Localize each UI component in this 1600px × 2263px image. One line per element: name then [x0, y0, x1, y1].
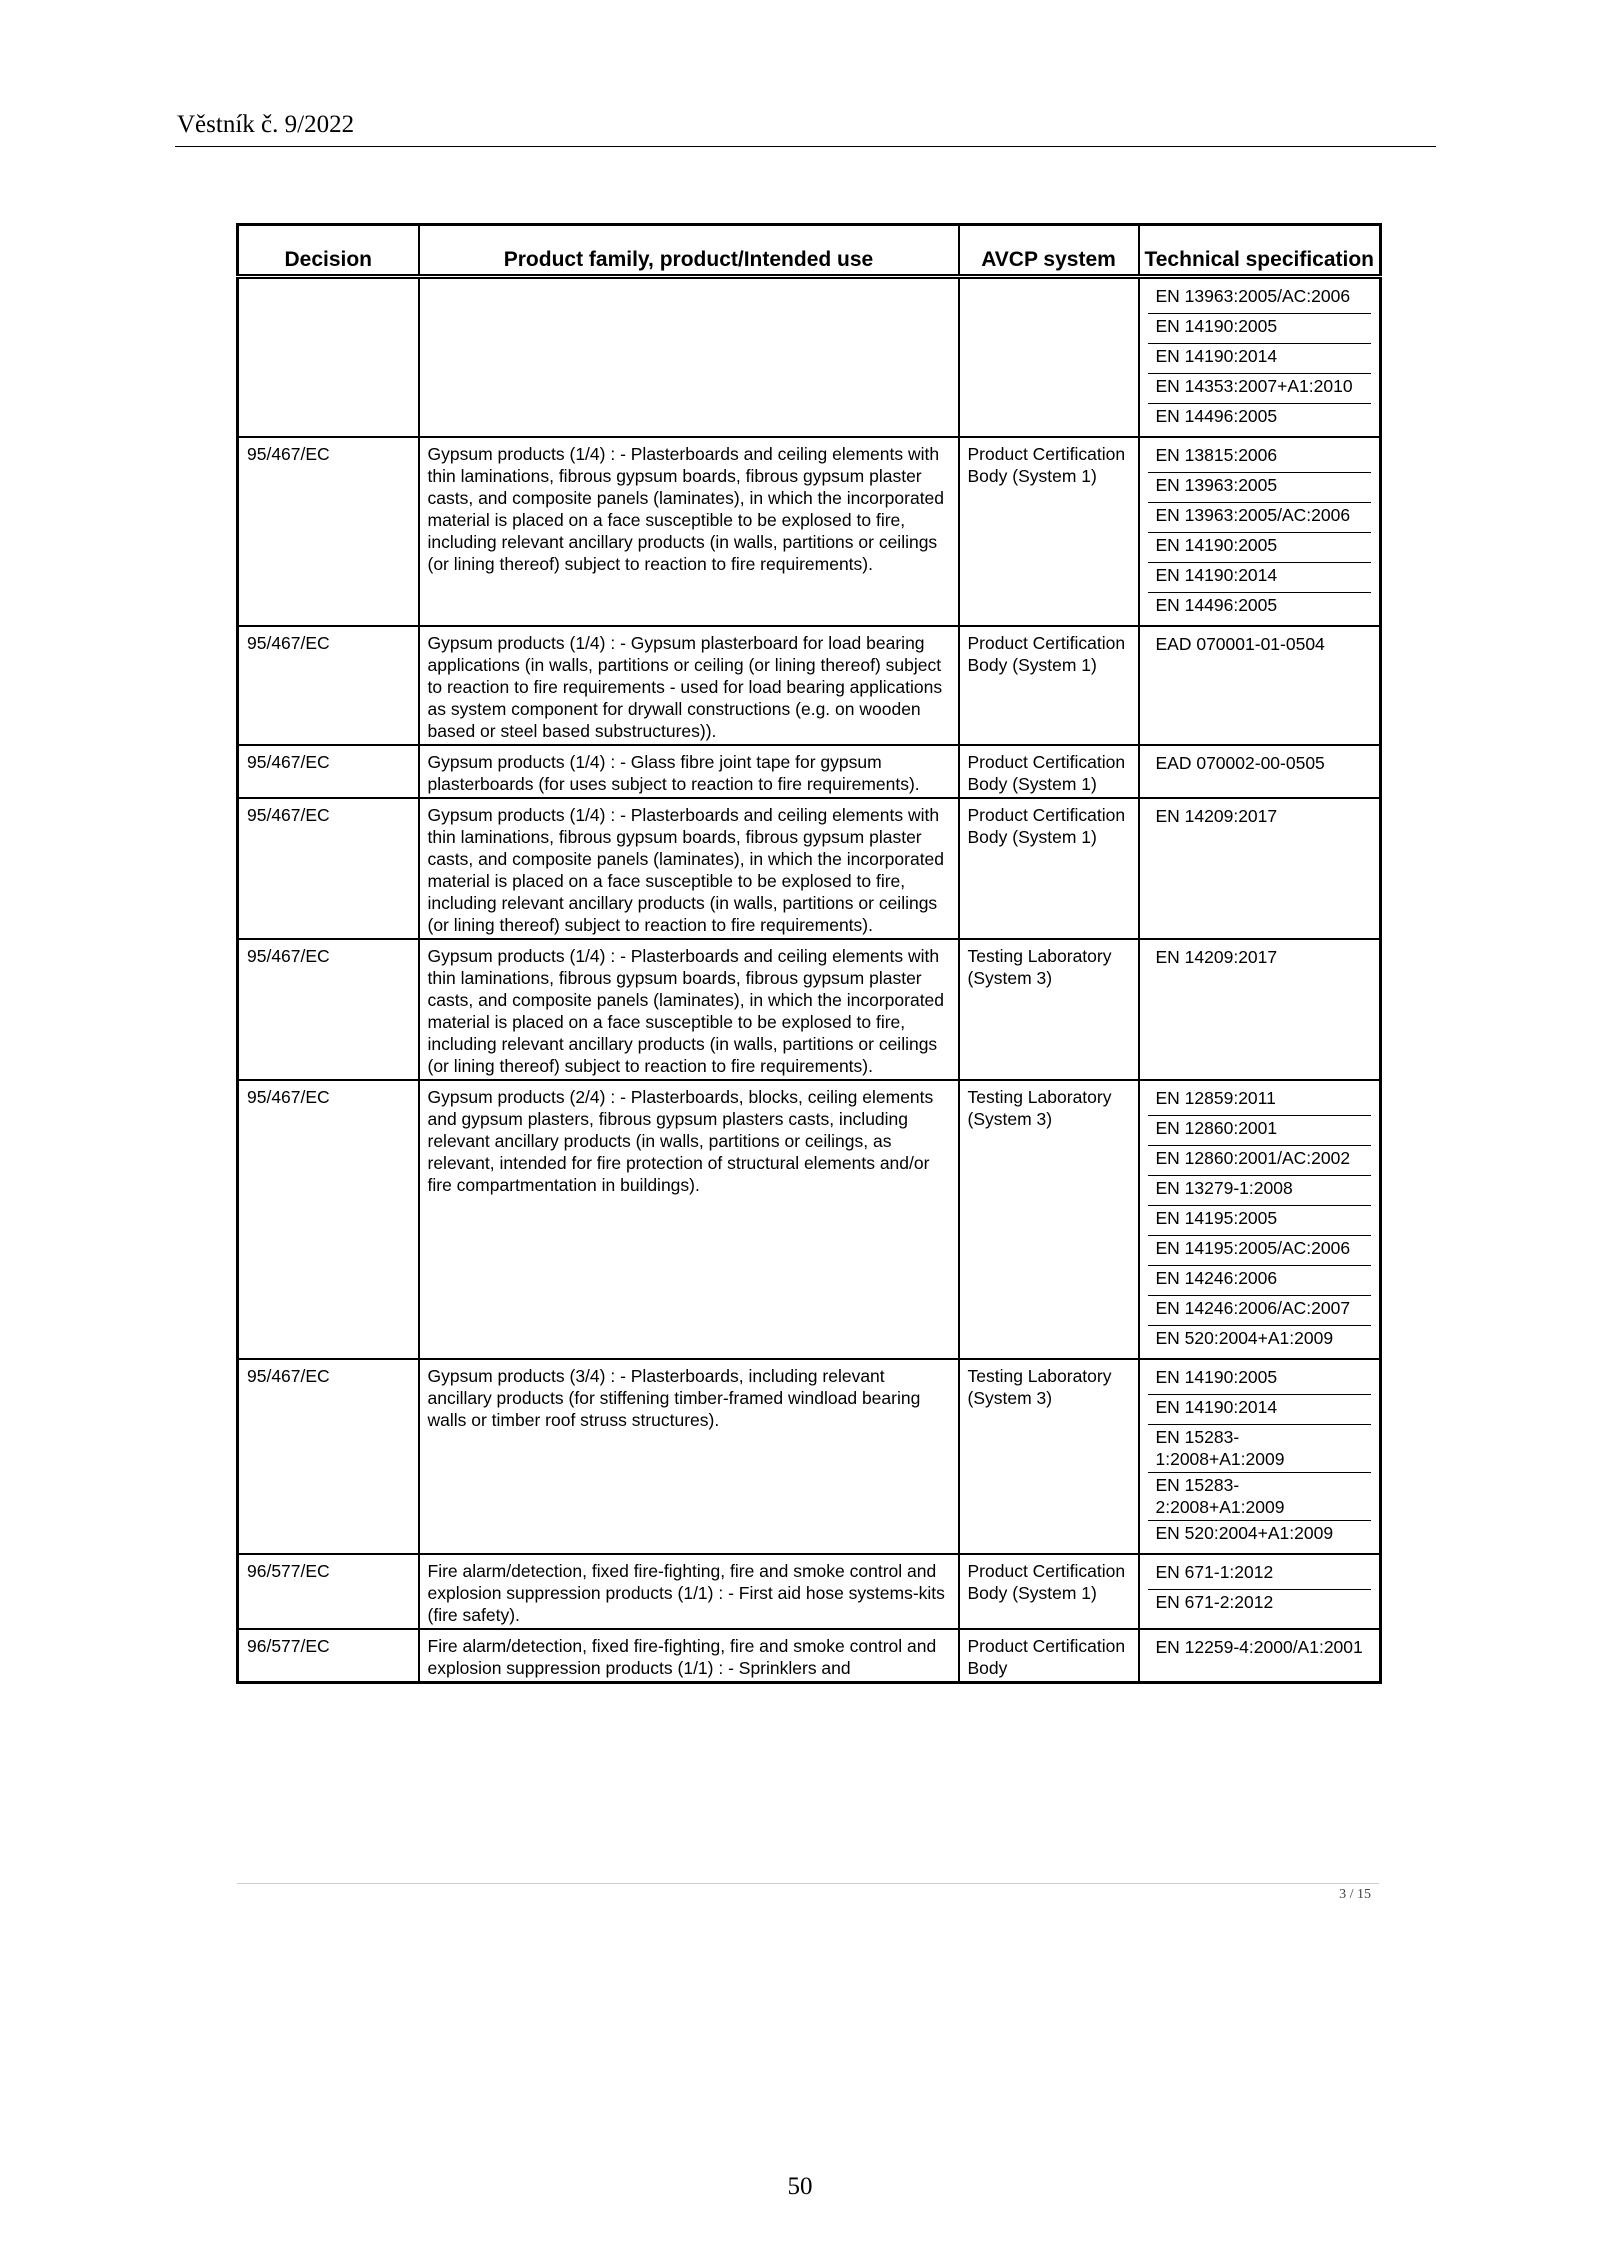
table-row	[238, 626, 1381, 745]
specification-item: EN 15283-2:2008+A1:2009	[1148, 1473, 1372, 1521]
decision-cell: 95/467/EC	[238, 798, 419, 939]
specification-item: EN 520:2004+A1:2009	[1155, 1328, 1334, 1348]
specification-item: EN 12860:2001/AC:2002	[1148, 1146, 1372, 1176]
product-cell	[419, 277, 959, 438]
decision-cell	[238, 277, 419, 438]
table-row	[238, 277, 1381, 438]
avcp-cell: Product Certification Body	[959, 1629, 1139, 1683]
specification-item: EN 14353:2007+A1:2010	[1148, 374, 1372, 404]
product-cell: Gypsum products (1/4) : - Plasterboards and ceiling elements with thin laminations, fibrous gypsum boards, fibrous gypsum plaster casts, and composite panels (laminates), in which the incorporated material is placed on a face susceptible to be explosed to fire, including relevant ancillary products (in walls, partitions or ceilings (or lining thereof) subject to reaction to fire requirements).	[419, 437, 959, 626]
specification-item: EAD 070001-01-0504	[1155, 634, 1325, 654]
table-row	[238, 1359, 1381, 1554]
specification-item: EN 13963:2005	[1148, 473, 1372, 503]
specification-item: EN 14496:2005	[1155, 595, 1278, 615]
specification-item: EN 14190:2005	[1148, 1365, 1372, 1395]
avcp-cell	[959, 277, 1139, 438]
table-row	[238, 745, 1381, 798]
product-cell: Gypsum products (1/4) : - Glass fibre joint tape for gypsum plasterboards (for uses subject to reaction to fire requirements).	[419, 745, 959, 798]
decision-cell: 95/467/EC	[238, 1080, 419, 1359]
decision-cell: 95/467/EC	[238, 745, 419, 798]
product-cell: Gypsum products (1/4) : - Plasterboards and ceiling elements with thin laminations, fibrous gypsum boards, fibrous gypsum plaster casts, and composite panels (laminates), in which the incorporated material is placed on a face susceptible to be explosed to fire, including relevant ancillary products (in walls, partitions or ceilings (or lining thereof) subject to reaction to fire requirements).	[419, 798, 959, 939]
avcp-cell: Product Certification Body (System 1)	[959, 1554, 1139, 1629]
table-header-row	[238, 225, 1381, 277]
avcp-cell: Testing Laboratory (System 3)	[959, 1080, 1139, 1359]
specification-item: EN 12860:2001	[1148, 1116, 1372, 1146]
avcp-cell: Testing Laboratory (System 3)	[959, 939, 1139, 1080]
specification-item: EN 671-1:2012	[1148, 1560, 1372, 1590]
specification-item: EN 520:2004+A1:2009	[1155, 1523, 1334, 1543]
product-cell: Fire alarm/detection, fixed fire-fighting, fire and smoke control and explosion suppression products (1/1) : - First aid hose systems-kits (fire safety).	[419, 1554, 959, 1629]
specification-item: EN 14190:2014	[1148, 344, 1372, 374]
product-cell: Gypsum products (3/4) : - Plasterboards, including relevant ancillary products (for stiffening timber-framed windload bearing walls or timber roof struss structures).	[419, 1359, 959, 1554]
column-header-decision: Decision	[238, 225, 419, 277]
specification-item: EN 14246:2006/AC:2007	[1148, 1296, 1372, 1326]
technical-specification-cell	[1139, 798, 1381, 939]
specification-item: EN 13963:2005/AC:2006	[1148, 284, 1372, 314]
table-row	[238, 1554, 1381, 1629]
table-row	[238, 1629, 1381, 1683]
avcp-cell: Product Certification Body (System 1)	[959, 626, 1139, 745]
technical-specification-cell	[1139, 939, 1381, 1080]
specification-item: EN 14195:2005	[1148, 1206, 1372, 1236]
avcp-cell: Testing Laboratory (System 3)	[959, 1359, 1139, 1554]
specification-item: EN 13963:2005/AC:2006	[1148, 503, 1372, 533]
journal-title: Věstník č. 9/2022	[177, 111, 355, 138]
footer-rule	[237, 1883, 1379, 1884]
decision-cell: 95/467/EC	[238, 626, 419, 745]
product-cell: Gypsum products (1/4) : - Gypsum plasterboard for load bearing applications (in walls, partitions or ceiling (or lining thereof) subject to reaction to fire requirements - used for load bearing applications as system component for drywall constructions (e.g. on wooden based or steel based substructures)).	[419, 626, 959, 745]
table-row	[238, 798, 1381, 939]
technical-specification-cell	[1139, 626, 1381, 745]
specification-item: EN 14496:2005	[1155, 406, 1278, 426]
specification-item: EN 14209:2017	[1155, 806, 1278, 826]
avcp-cell: Product Certification Body (System 1)	[959, 437, 1139, 626]
avcp-cell: Product Certification Body (System 1)	[959, 798, 1139, 939]
technical-specification-cell	[1139, 1359, 1381, 1554]
specification-item: EN 14190:2014	[1148, 563, 1372, 593]
column-header-product: Product family, product/Intended use	[419, 225, 959, 277]
specification-item: EAD 070002-00-0505	[1155, 753, 1325, 773]
specification-item: EN 13815:2006	[1148, 443, 1372, 473]
header-rule	[175, 146, 1436, 147]
technical-specification-cell	[1139, 1629, 1381, 1683]
table-row	[238, 1080, 1381, 1359]
decision-cell: 95/467/EC	[238, 1359, 419, 1554]
decision-cell: 95/467/EC	[238, 437, 419, 626]
avcp-cell: Product Certification Body (System 1)	[959, 745, 1139, 798]
page-number: 50	[787, 2173, 813, 2200]
table-row	[238, 939, 1381, 1080]
column-header-technical-specification: Technical specification	[1139, 225, 1381, 277]
specification-item: EN 671-2:2012	[1155, 1592, 1274, 1612]
table-row	[238, 437, 1381, 626]
decision-cell: 96/577/EC	[238, 1629, 419, 1683]
technical-specification-cell	[1139, 1554, 1381, 1629]
technical-specification-cell	[1139, 437, 1381, 626]
technical-specification-cell	[1139, 277, 1381, 438]
specification-item: EN 14190:2014	[1148, 1395, 1372, 1425]
column-header-avcp: AVCP system	[959, 225, 1139, 277]
decision-cell: 96/577/EC	[238, 1554, 419, 1629]
product-cell: Fire alarm/detection, fixed fire-fighting, fire and smoke control and explosion suppression products (1/1) : - Sprinklers and	[419, 1629, 959, 1683]
specification-item: EN 14190:2005	[1148, 314, 1372, 344]
specification-item: EN 14209:2017	[1155, 947, 1278, 967]
footer-pager: 3 / 15	[1339, 1887, 1371, 1902]
specification-item: EN 12259-4:2000/A1:2001	[1155, 1637, 1363, 1657]
decision-cell: 95/467/EC	[238, 939, 419, 1080]
specification-item: EN 15283-1:2008+A1:2009	[1148, 1425, 1372, 1473]
specification-item: EN 14195:2005/AC:2006	[1148, 1236, 1372, 1266]
specification-item: EN 12859:2011	[1148, 1086, 1372, 1116]
technical-specification-cell	[1139, 745, 1381, 798]
specification-item: EN 14190:2005	[1148, 533, 1372, 563]
product-cell: Gypsum products (2/4) : - Plasterboards, blocks, ceiling elements and gypsum plasters, fibrous gypsum plasters casts, including relevant ancillary products (in walls, partitions or ceilings, as relevant, intended for fire protection of structural elements and/or fire compartmentation in buildings).	[419, 1080, 959, 1359]
certification-table	[236, 223, 1382, 1684]
table-body	[238, 277, 1381, 1683]
product-cell: Gypsum products (1/4) : - Plasterboards and ceiling elements with thin laminations, fibrous gypsum boards, fibrous gypsum plaster casts, and composite panels (laminates), in which the incorporated material is placed on a face susceptible to be explosed to fire, including relevant ancillary products (in walls, partitions or ceilings (or lining thereof) subject to reaction to fire requirements).	[419, 939, 959, 1080]
technical-specification-cell	[1139, 1080, 1381, 1359]
specification-item: EN 14246:2006	[1148, 1266, 1372, 1296]
specification-item: EN 13279-1:2008	[1148, 1176, 1372, 1206]
